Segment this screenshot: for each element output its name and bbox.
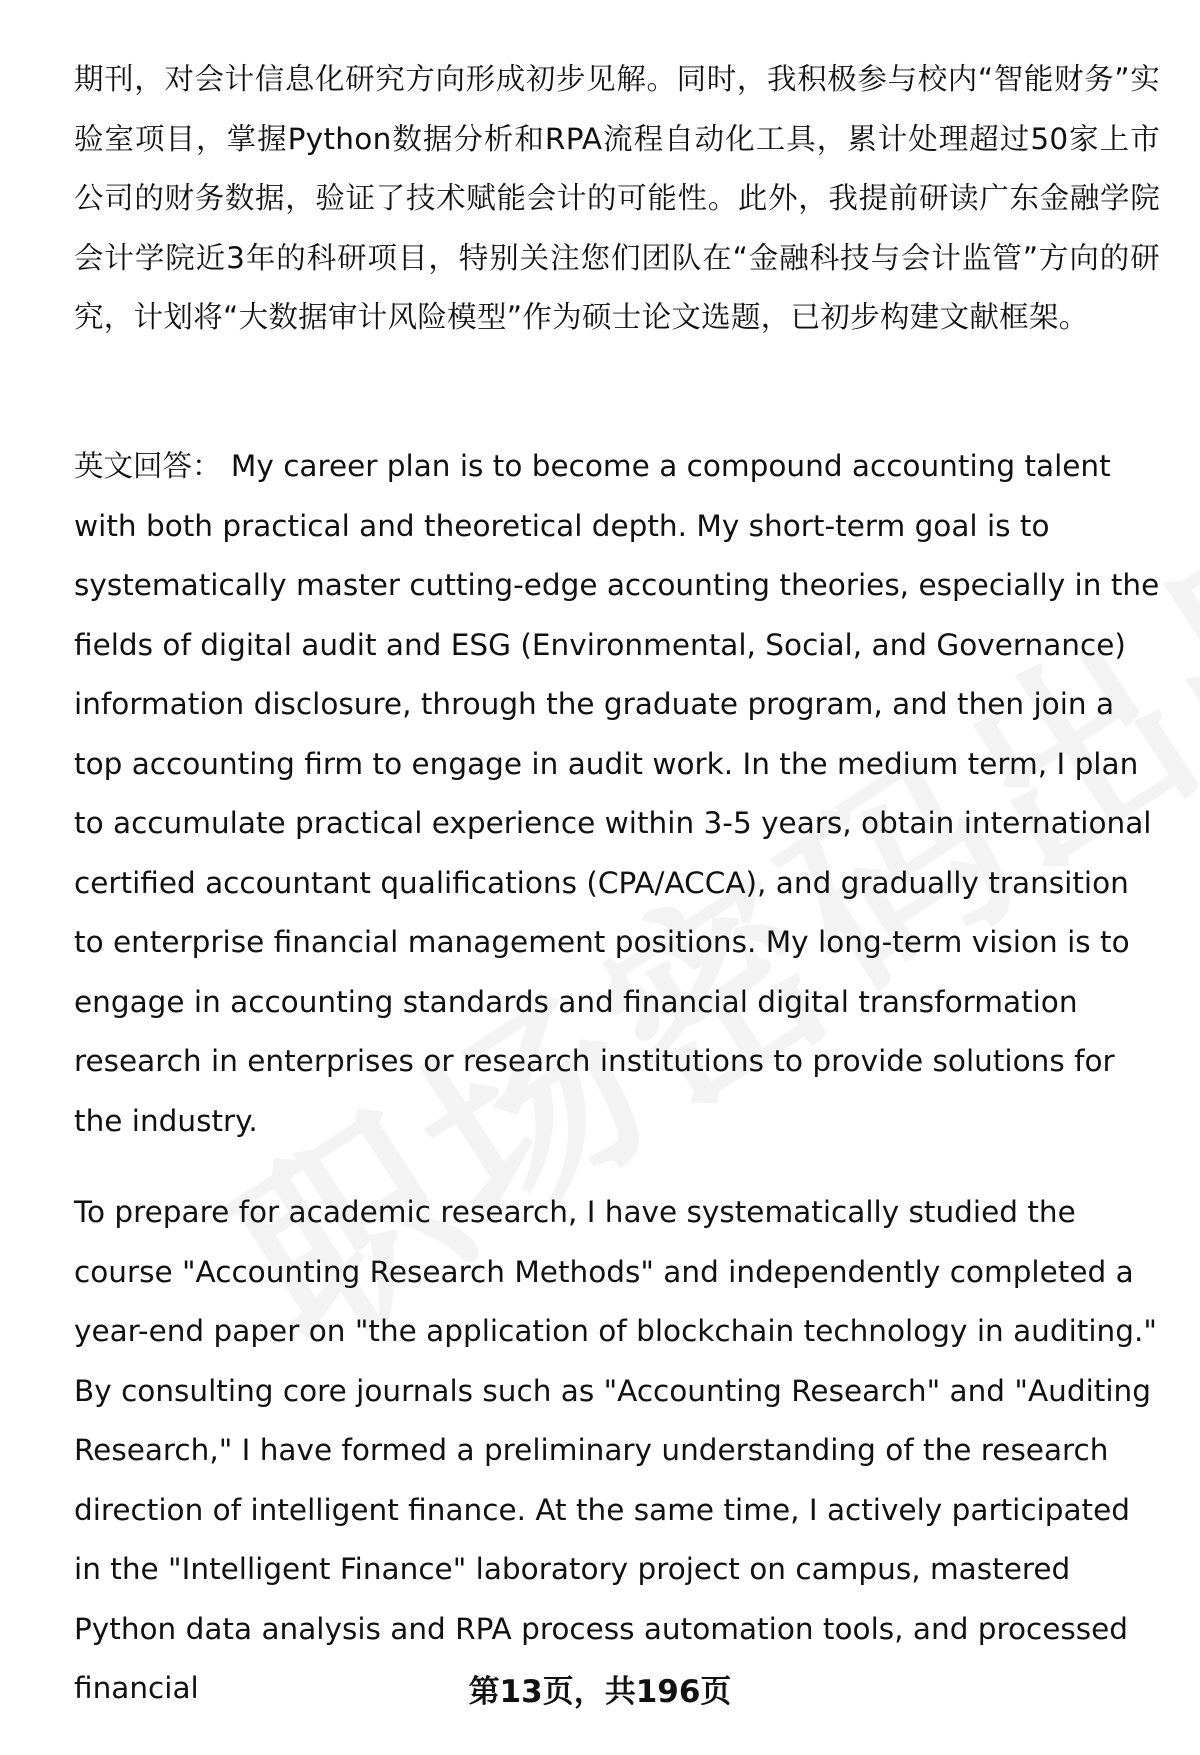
paragraph-english-answer-career-plan <box>74 437 1160 1151</box>
page-number-footer: 第13页，共196页 <box>468 1674 732 1710</box>
paragraph-chinese-answer-tail: 期刊，对会计信息化研究方向形成初步见解。同时，我积极参与校内“智能财务”实验室项目，掌握Python数据分析和RPA流程自动化工具，累计处理超过50家上市公司的财务数据，验证了技术赋能会计的可能性。此外，我提前研读广东金融学院会计学院近3年的科研项目，特别关注您们团队在“金融科技与会计监管”方向的研究，计划将“大数据审计风险模型”作为硕士论文选题，已初步构建文献框架。 <box>74 62 1160 334</box>
english-answer-label: 英文回答： <box>74 449 222 483</box>
english-answer-body: My career plan is to become a compound accounting talent with both practical and theoretical depth. My short-term goal is to systematically master cutting-edge accounting theories, especially in the fields of digital audit and ESG (Environmental, Social, and Governance) information disclosure, through the graduate program, and then join a top accounting firm to engage in audit work. In the medium term, I plan to accumulate practical experience within 3-5 years, obtain international certified accountant qualifications (CPA/ACCA), and gradually transition to enterprise financial management positions. My long-term vision is to engage in accounting standards and financial digital transformation research in enterprises or research institutions to provide solutions for the industry. <box>74 449 1160 1138</box>
paragraph-english-answer-research-prep: To prepare for academic research, I have systematically studied the course "Accounting Research Methods" and independently completed a year-end paper on "the application of blockchain technology in auditing." By consulting core journals such as "Accounting Research" and "Auditing Research," I have formed a preliminary understanding of the research direction of intelligent finance. At the same time, I actively participated in the "Intelligent Finance" laboratory project on campus, mastered Python data analysis and RPA process automation tools, and processed financial <box>74 1195 1157 1705</box>
